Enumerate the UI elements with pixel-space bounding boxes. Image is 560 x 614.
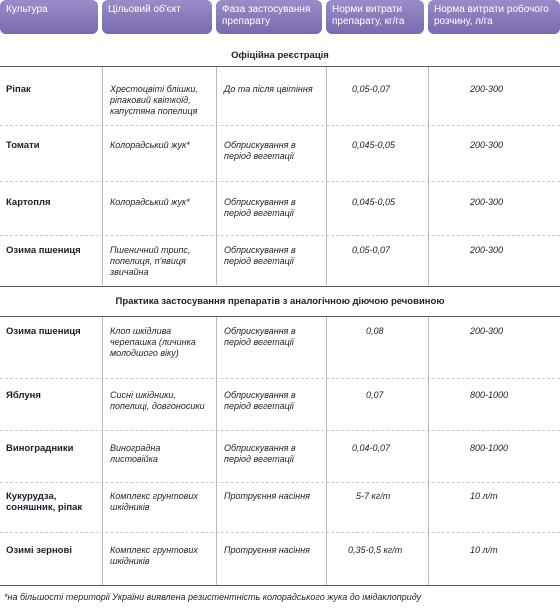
solution-cell: 10 л/т — [470, 491, 498, 501]
section-official: Офіційна реєстрація — [231, 50, 329, 61]
rate-cell: 0,07 — [366, 390, 384, 400]
solution-cell: 200-300 — [470, 140, 504, 150]
crop-cell: Озима пшениця — [6, 245, 81, 256]
header-phase: Фаза застосування препарату — [216, 0, 322, 34]
row-divider — [0, 430, 560, 431]
phase-cell: Обприскування в період вегетації — [224, 443, 296, 464]
rate-cell: 0,05-0,07 — [352, 84, 391, 94]
target-cell: Комплекс грунтових шкідників — [110, 545, 198, 566]
target-cell: Хрестоцвіті блішки, ріпаковий квіткоїд, капустяна попелиця — [110, 84, 198, 116]
crop-cell: Картопля — [6, 197, 51, 208]
rate-cell: 0,045-0,05 — [352, 140, 396, 150]
column-divider — [428, 67, 429, 285]
row-divider — [0, 532, 560, 533]
phase-cell: Протруєння насіння — [224, 491, 310, 501]
column-divider — [102, 67, 103, 285]
header-culture: Культура — [0, 0, 98, 34]
rate-cell: 0,04-0,07 — [352, 443, 391, 453]
phase-cell: Обприскування в період вегетації — [224, 197, 296, 218]
rate-cell: 0,045-0,05 — [352, 197, 396, 207]
row-divider — [0, 235, 560, 236]
target-cell: Колорадський жук* — [110, 197, 190, 207]
rate-cell: 0,05-0,07 — [352, 245, 391, 255]
solution-cell: 200-300 — [470, 84, 504, 94]
target-cell: Сисні шкідники, попелиці, довгоносики — [110, 390, 205, 411]
row-divider — [0, 378, 560, 379]
crop-cell: Томати — [6, 140, 40, 151]
divider — [0, 66, 560, 67]
target-cell: Клоп шкідлива черепашка (личинка молодшого віку) — [110, 326, 196, 358]
column-divider — [102, 317, 103, 585]
divider — [0, 316, 560, 317]
rate-cell: 5-7 кг/т — [356, 491, 391, 501]
crop-cell: Озимі зернові — [6, 545, 72, 556]
divider — [0, 585, 560, 586]
header-rate: Норми витрати препарату, кг/га — [326, 0, 424, 34]
rate-cell: 0,35-0,5 кг/т — [348, 545, 403, 555]
phase-cell: Обприскування в період вегетації — [224, 140, 296, 161]
column-divider — [326, 67, 327, 285]
footnote: *на більшості території України виявлена резистентність колорадського жука до імідаклоприду — [4, 592, 422, 602]
phase-cell: Обприскування в період вегетації — [224, 326, 296, 347]
header-target: Цільовий об'єкт — [102, 0, 212, 34]
phase-cell: До та після цвітіння — [224, 84, 313, 94]
solution-cell: 200-300 — [470, 197, 504, 207]
column-divider — [428, 317, 429, 585]
rate-cell: 0,08 — [366, 326, 384, 336]
target-cell: Виноградна листовійка — [110, 443, 161, 464]
solution-cell: 200-300 — [470, 326, 504, 336]
column-divider — [216, 67, 217, 285]
phase-cell: Обприскування в період вегетації — [224, 390, 296, 411]
solution-cell: 200-300 — [470, 245, 504, 255]
section-practice: Практика застосування препаратів з аналогічною діючою речовиною — [115, 296, 445, 307]
phase-cell: Обприскування в період вегетації — [224, 245, 296, 266]
divider — [0, 286, 560, 287]
crop-cell: Кукурудза, соняшник, ріпак — [6, 491, 83, 513]
column-divider — [216, 317, 217, 585]
crop-cell: Ріпак — [6, 84, 31, 95]
target-cell: Пшеничний трипс, попелиця, п'явиця звичайна — [110, 245, 191, 277]
phase-cell: Протруєння насіння — [224, 545, 310, 555]
header-solution: Норма витрати робочого розчину, л/га — [428, 0, 560, 34]
solution-cell: 800-1000 — [470, 390, 509, 400]
column-divider — [326, 317, 327, 585]
row-divider — [0, 125, 560, 126]
crop-cell: Яблуня — [6, 390, 41, 401]
target-cell: Колорадський жук* — [110, 140, 190, 150]
target-cell: Комплекс грунтових шкідників — [110, 491, 198, 512]
solution-cell: 10 л/т — [470, 545, 498, 555]
crop-cell: Виноградники — [6, 443, 74, 454]
solution-cell: 800-1000 — [470, 443, 509, 453]
row-divider — [0, 181, 560, 182]
row-divider — [0, 482, 560, 483]
crop-cell: Озима пшениця — [6, 326, 81, 337]
